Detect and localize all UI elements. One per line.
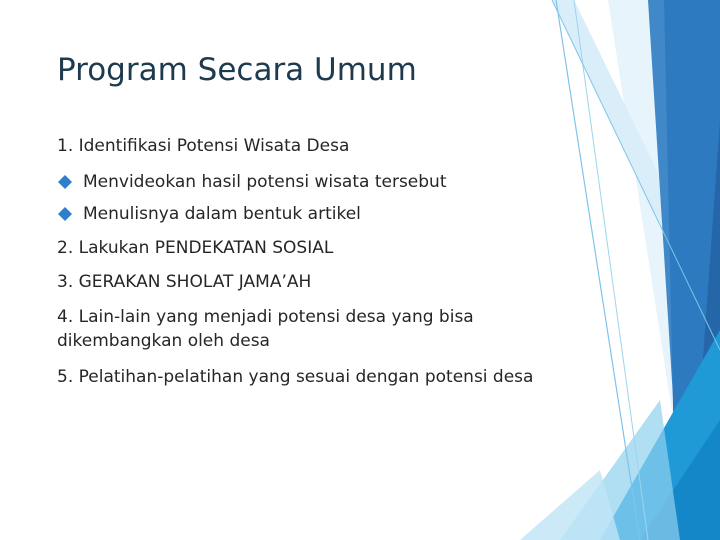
list-item: 1. Identifikasi Potensi Wisata Desa [57, 136, 350, 156]
bullet-text: Menvideokan hasil potensi wisata tersebut [83, 172, 447, 192]
list-item: 3. GERAKAN SHOLAT JAMA’AH [57, 272, 312, 292]
bullet-text: Menulisnya dalam bentuk artikel [83, 204, 361, 224]
diamond-bullet-icon [57, 174, 73, 190]
list-item: 4. Lain-lain yang menjadi potensi desa yang bisa dikembangkan oleh desa [57, 307, 474, 351]
list-item: 5. Pelatihan-pelatihan yang sesuai dengan potensi desa [57, 367, 534, 387]
bullet-item [57, 202, 361, 226]
list-item: 2. Lakukan PENDEKATAN SOSIAL [57, 238, 334, 258]
diamond-bullet-icon [57, 206, 73, 222]
slide-title: Program Secara Umum [57, 52, 417, 88]
bullet-item [57, 170, 447, 194]
